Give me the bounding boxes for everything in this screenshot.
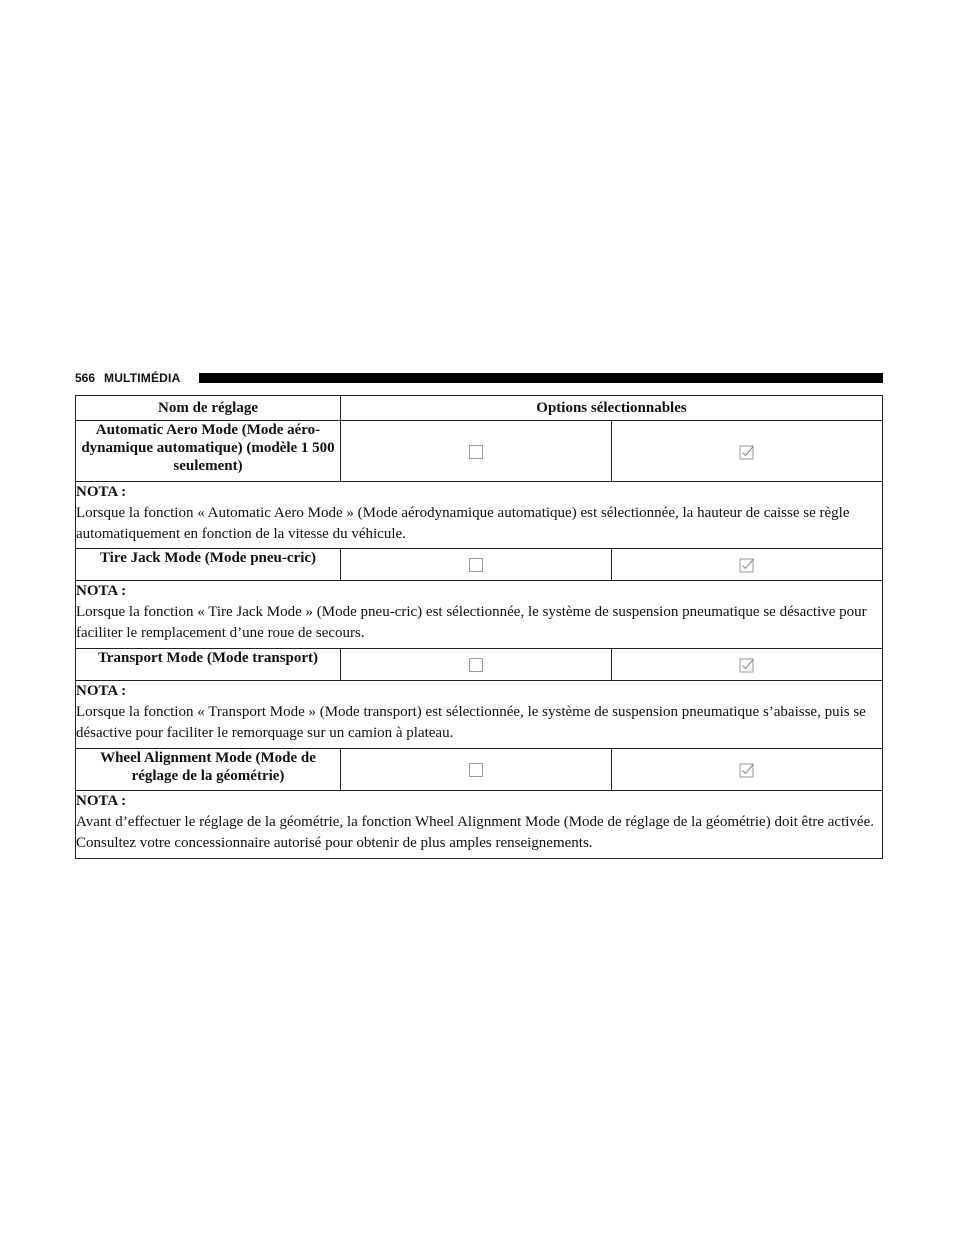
checkbox-checked-icon[interactable] xyxy=(739,657,755,673)
option-cell-on xyxy=(612,421,883,482)
note-row xyxy=(76,581,883,649)
setting-name-wheel-alignment-mode: Wheel Alignment Mode (Mode de réglage de la géométrie) xyxy=(76,749,341,791)
note-label: NOTA : xyxy=(76,484,127,500)
option-cell-off xyxy=(341,749,612,791)
setting-row xyxy=(76,421,883,482)
note-text: Lorsque la fonction « Automatic Aero Mode » (Mode aérodynamique automatique) est sélectionnée, la hauteur de caisse se règle automatiquement en fonction de la vitesse du véhicule. xyxy=(76,505,850,542)
note-label: NOTA : xyxy=(76,793,127,809)
checkbox-checked-icon[interactable] xyxy=(739,762,755,778)
note-label: NOTA : xyxy=(76,683,127,699)
setting-name-automatic-aero-mode: Automatic Aero Mode (Mode aéro-dynamique automatique) (modèle 1 500 seulement) xyxy=(76,421,341,482)
note-text: Avant d’effectuer le réglage de la géométrie, la fonction Wheel Alignment Mode (Mode de réglage de la géométrie) doit être activée. Consultez votre concessionnaire autorisé pour obtenir de plus amples renseignements. xyxy=(76,814,874,851)
setting-row xyxy=(76,549,883,581)
setting-name-transport-mode: Transport Mode (Mode transport) xyxy=(76,649,341,681)
note-row xyxy=(76,791,883,859)
option-cell-off xyxy=(341,421,612,482)
note-row xyxy=(76,681,883,749)
section-title: MULTIMÉDIA xyxy=(104,371,181,385)
header-rule xyxy=(199,373,883,383)
checkbox-checked-icon[interactable] xyxy=(739,557,755,573)
note-text: Lorsque la fonction « Transport Mode » (Mode transport) est sélectionnée, le système de suspension pneumatique s’abaisse, puis se désactive pour faciliter le remorquage sur un camion à plateau. xyxy=(76,704,866,741)
checkbox-empty-icon[interactable] xyxy=(469,558,483,572)
note-cell xyxy=(76,581,883,649)
checkbox-empty-icon[interactable] xyxy=(469,445,483,459)
option-cell-off xyxy=(341,649,612,681)
col-header-options: Options sélectionnables xyxy=(341,396,883,421)
option-cell-on xyxy=(612,749,883,791)
col-header-setting-name: Nom de réglage xyxy=(76,396,341,421)
settings-table xyxy=(75,395,883,859)
checkbox-empty-icon[interactable] xyxy=(469,658,483,672)
option-cell-off xyxy=(341,549,612,581)
option-cell-on xyxy=(612,649,883,681)
table-header-row xyxy=(76,396,883,421)
option-cell-on xyxy=(612,549,883,581)
page-header xyxy=(75,368,883,388)
setting-row xyxy=(76,649,883,681)
note-row xyxy=(76,482,883,549)
setting-name-tire-jack-mode: Tire Jack Mode (Mode pneu-cric) xyxy=(76,549,341,581)
note-text: Lorsque la fonction « Tire Jack Mode » (Mode pneu-cric) est sélectionnée, le système de suspension pneumatique se désactive pour faciliter le remplacement d’une roue de secours. xyxy=(76,604,867,641)
note-cell xyxy=(76,681,883,749)
checkbox-checked-icon[interactable] xyxy=(739,444,755,460)
note-label: NOTA : xyxy=(76,583,127,599)
note-cell xyxy=(76,791,883,859)
page-number: 566 xyxy=(75,371,96,385)
setting-row xyxy=(76,749,883,791)
checkbox-empty-icon[interactable] xyxy=(469,763,483,777)
note-cell xyxy=(76,482,883,549)
